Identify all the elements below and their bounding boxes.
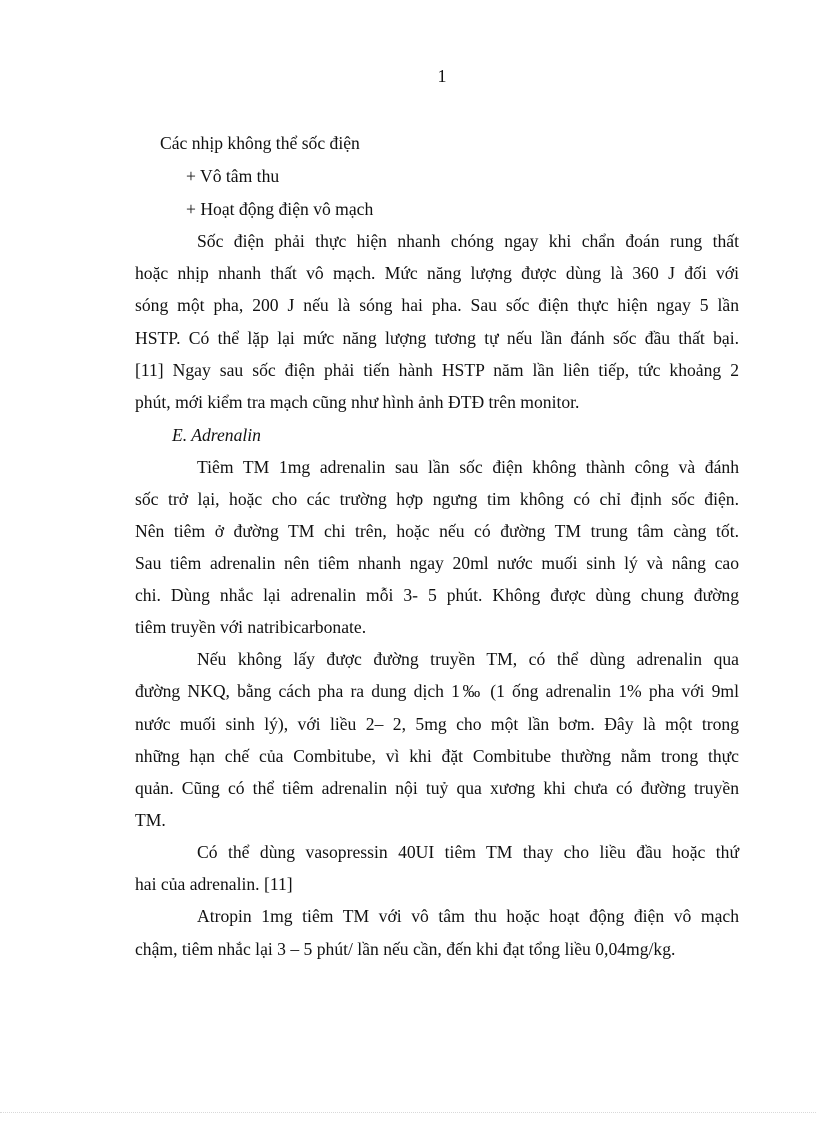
paragraph-line: tiêm truyền với natribicarbonate.	[135, 617, 367, 637]
paragraph-line: Nên tiêm ở đường TM chi trên, hoặc nếu có đường TM trung tâm càng tốt.	[135, 521, 739, 541]
paragraph-line: [11] Ngay sau sốc điện phải tiến hành HSTP năm lần liên tiếp, tức khoảng 2	[135, 360, 739, 380]
paragraph-line: Tiêm TM 1mg adrenalin sau lần sốc điện không thành công và đánh	[197, 457, 739, 477]
paragraph-line: phút, mới kiểm tra mạch cũng như hình ảnh ĐTĐ trên monitor.	[135, 392, 580, 412]
page-bottom-rule	[0, 1112, 816, 1113]
paragraph-line: Sau tiêm adrenalin nên tiêm nhanh ngay 20ml nước muối sinh lý và nâng cao	[135, 553, 739, 573]
list-item: + Vô tâm thu	[186, 166, 280, 186]
section-heading: E. Adrenalin	[172, 425, 261, 445]
paragraph-line: nước muối sinh lý), với liều 2– 2, 5mg cho một lần bơm. Đây là một trong	[135, 714, 739, 734]
paragraph-line: sốc trở lại, hoặc cho các trường hợp ngưng tim không có chỉ định sốc điện.	[135, 489, 739, 509]
paragraph-line: Nếu không lấy được đường truyền TM, có thể dùng adrenalin qua	[197, 649, 739, 669]
paragraph-line: chi. Dùng nhắc lại adrenalin mỗi 3- 5 phút. Không được dùng chung đường	[135, 585, 739, 605]
paragraph-line: quản. Cũng có thể tiêm adrenalin nội tuỷ qua xương khi chưa có đường truyền	[135, 778, 739, 798]
paragraph-line: Atropin 1mg tiêm TM với vô tâm thu hoặc hoạt động điện vô mạch	[197, 906, 739, 926]
paragraph-line: những hạn chế của Combitube, vì khi đặt Combitube thường nằm trong thực	[135, 746, 739, 766]
paragraph-line: hai của adrenalin. [11]	[135, 874, 293, 894]
paragraph-line: Có thể dùng vasopressin 40UI tiêm TM thay cho liều đầu hoặc thứ	[197, 842, 739, 862]
paragraph-line: Sốc điện phải thực hiện nhanh chóng ngay khi chẩn đoán rung thất	[197, 231, 739, 251]
paragraph-line: HSTP. Có thể lặp lại mức năng lượng tương tự nếu lần đánh sốc đầu thất bại.	[135, 328, 739, 348]
paragraph-line: TM.	[135, 810, 166, 830]
list-intro: Các nhịp không thể sốc điện	[160, 133, 360, 153]
page-number: 1	[437, 66, 447, 86]
paragraph-line: sóng một pha, 200 J nếu là sóng hai pha. Sau sốc điện thực hiện ngay 5 lần	[135, 295, 739, 315]
paragraph-line: chậm, tiêm nhắc lại 3 – 5 phút/ lần nếu cần, đến khi đạt tổng liều 0,04mg/kg.	[135, 939, 676, 959]
list-item: + Hoạt động điện vô mạch	[186, 199, 374, 219]
paragraph-line: hoặc nhịp nhanh thất vô mạch. Mức năng lượng được dùng là 360 J đối với	[135, 263, 739, 283]
paragraph-line: đường NKQ, bằng cách pha ra dung dịch 1‰ (1 ống adrenalin 1% pha với 9ml	[135, 681, 739, 701]
